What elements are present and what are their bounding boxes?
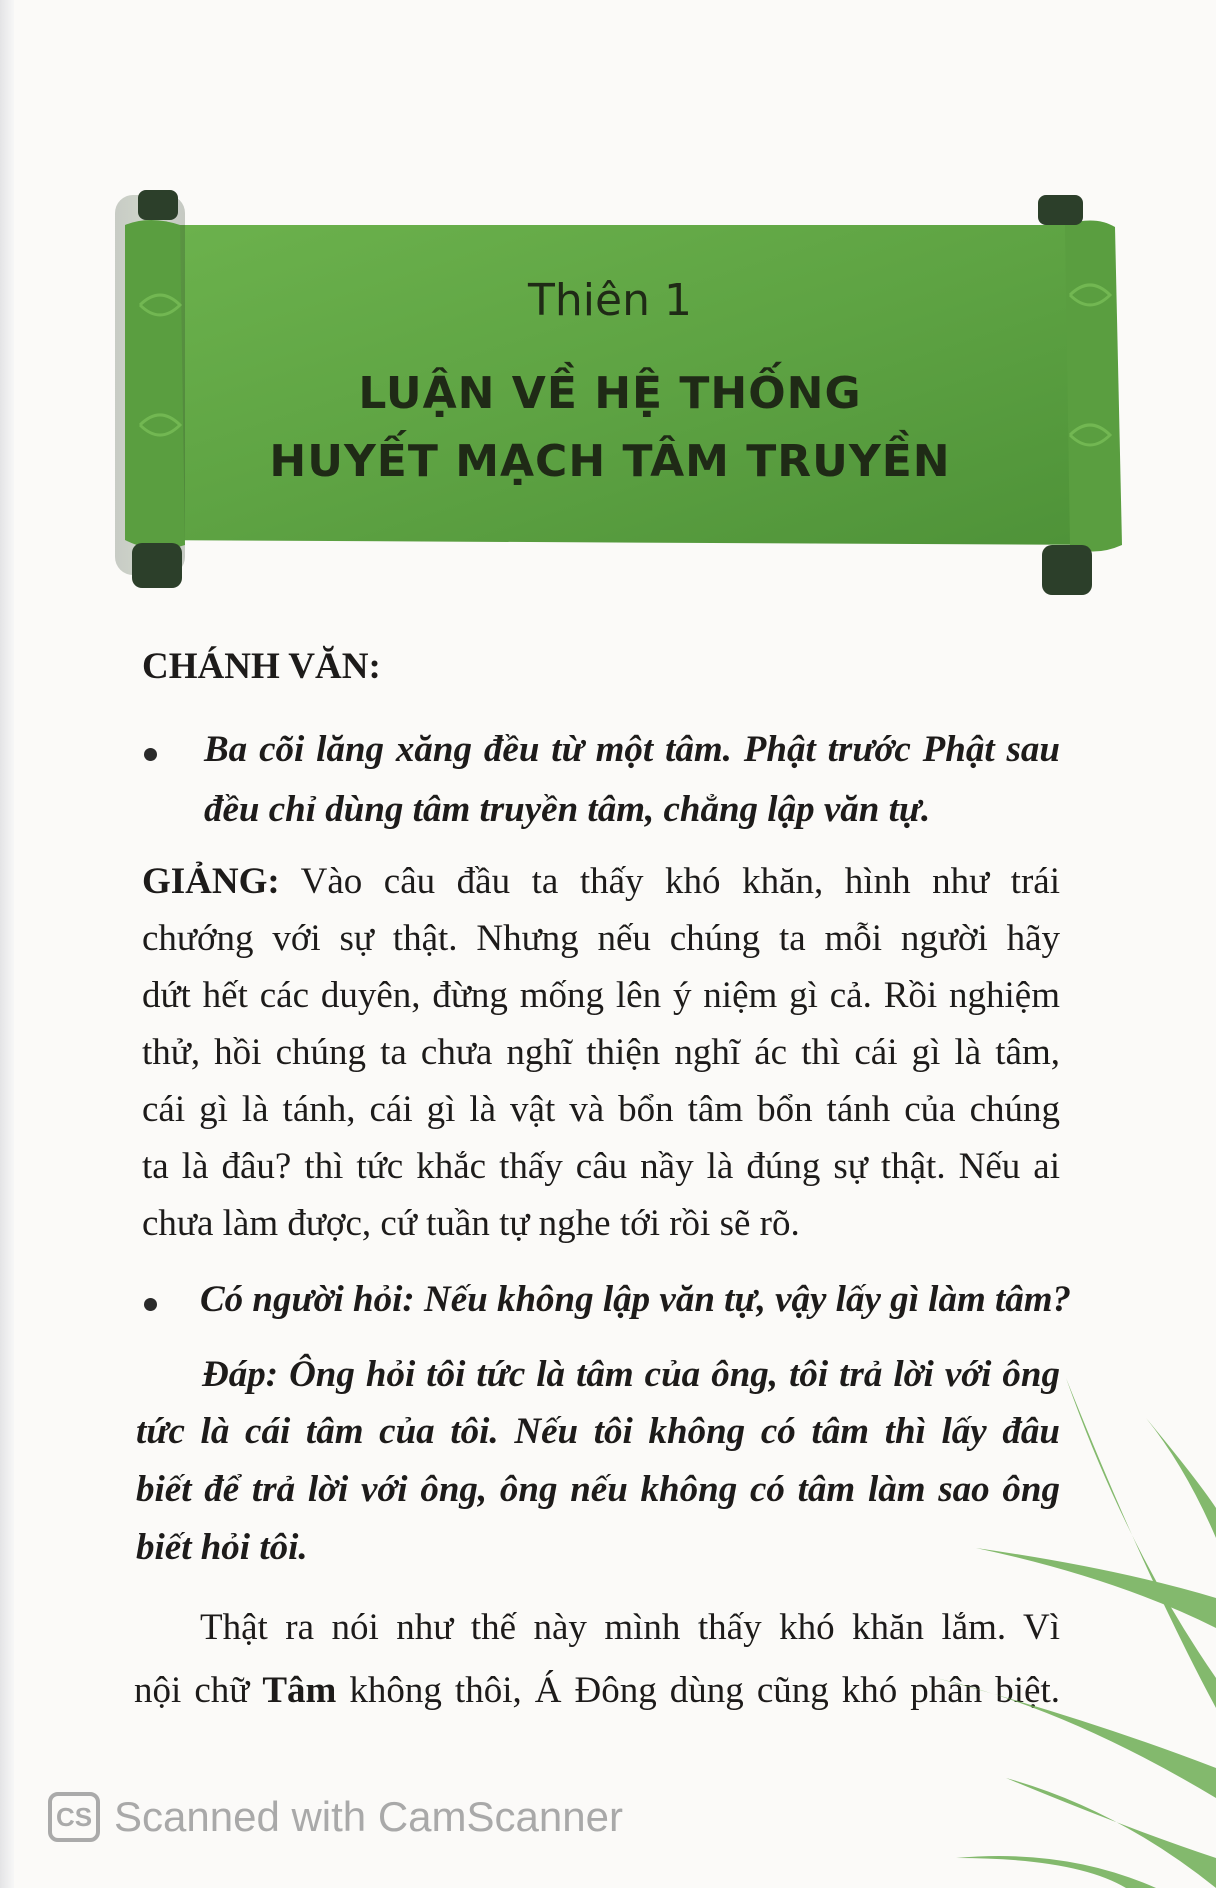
bamboo-leaves-decoration: [916, 1378, 1216, 1888]
watermark-text: Scanned with CamScanner: [114, 1793, 623, 1840]
text: nội chữ: [134, 1670, 263, 1711]
body-line: thử, hồi chúng ta chưa nghĩ thiện nghĩ ác thì cái gì là tâm,: [142, 1032, 1060, 1073]
answer-line: Đáp: Ông hỏi tôi tức là tâm của ông, tôi trả lời với ông: [202, 1354, 1060, 1395]
answer-line: biết để trả lời với ông, ông nếu không có tâm làm sao ông: [136, 1469, 1060, 1510]
giang-first-line: [142, 860, 1060, 903]
section-heading: CHÁNH VĂN:: [142, 646, 381, 687]
body-line: cái gì là tánh, cái gì là vật và bổn tâm bổn tánh của chúng: [142, 1089, 1060, 1130]
bullet-icon: [144, 748, 157, 761]
body-line: dứt hết các duyên, đừng mống lên ý niệm gì cả. Rồi nghiệm: [142, 975, 1060, 1016]
chapter-title-line: LUẬN VỀ HỆ THỐNG: [358, 368, 862, 419]
body-line: Thật ra nói như thế này mình thấy khó khăn lắm. Vì: [200, 1607, 1060, 1648]
body-line: chướng với sự thật. Nhưng nếu chúng ta mỗi người hãy: [142, 918, 1060, 959]
quote-line: Có người hỏi: Nếu không lập văn tự, vậy lấy gì làm tâm?: [200, 1279, 1072, 1320]
body-line: chưa làm được, cứ tuần tự nghe tới rồi sẽ rõ.: [142, 1203, 800, 1244]
bullet-icon: [144, 1298, 157, 1311]
answer-line: tức là cái tâm của tôi. Nếu tôi không có tâm thì lấy đâu: [136, 1411, 1060, 1452]
quote-line: đều chỉ dùng tâm truyền tâm, chẳng lập văn tự.: [204, 789, 931, 830]
answer-line: biết hỏi tôi.: [136, 1527, 308, 1568]
body-line: ta là đâu? thì tức khắc thấy câu nầy là đúng sự thật. Nếu ai: [142, 1146, 1060, 1187]
giang-label: GIẢNG:: [142, 861, 280, 902]
giang-text: Vào câu đầu ta thấy khó khăn, hình như trái: [279, 861, 1060, 902]
chapter-title: [230, 360, 990, 496]
chapter-number: Thiên 1: [528, 275, 692, 326]
camscanner-logo-icon: CS: [48, 1792, 100, 1842]
camscanner-watermark: [48, 1792, 623, 1842]
emphasis: Tâm: [262, 1670, 337, 1711]
page-edge: [0, 0, 14, 1888]
quote-line: Ba cõi lăng xăng đều từ một tâm. Phật trước Phật sau: [204, 729, 1060, 770]
chapter-title-line: HUYẾT MẠCH TÂM TRUYỀN: [269, 436, 951, 487]
text: không thôi, Á Đông dùng cũng khó phân biệt.: [336, 1670, 1061, 1711]
